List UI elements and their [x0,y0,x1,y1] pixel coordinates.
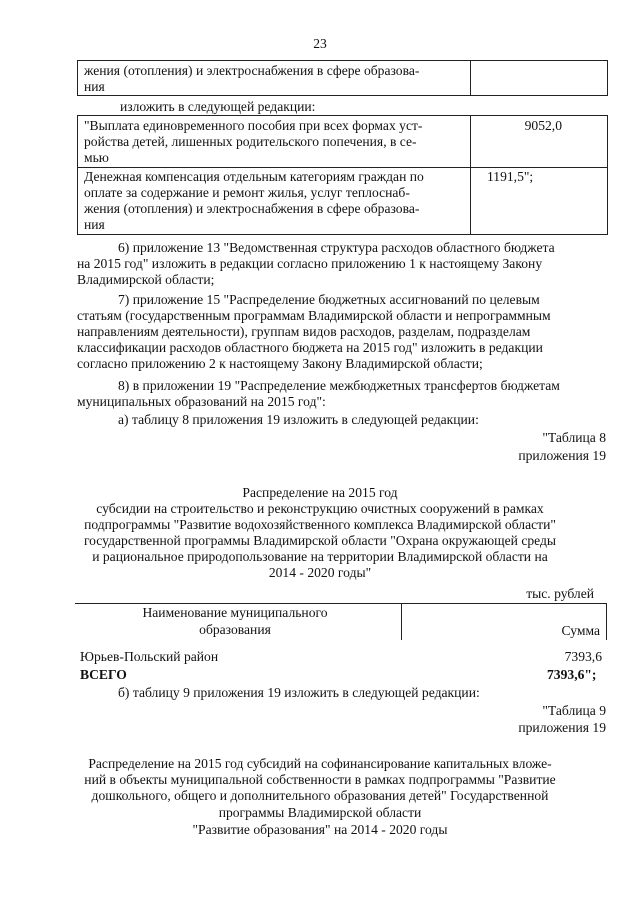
table-title: "Развитие образования" на 2014 - 2020 годы [192,822,448,837]
row-text-line: ройства детей, лишенных родительского попечения, в се- [84,134,417,149]
table-title: 2014 - 2020 годы" [268,565,372,580]
paragraph-line: Владимирской области; [77,272,215,287]
paragraph-line: классификации расходов областного бюджета на 2015 год" изложить в редакции [77,340,543,355]
row-name-total: ВСЕГО [80,667,127,682]
edit-phrase: изложить в следующей редакции: [120,99,316,114]
table-divider [470,61,471,95]
table-reference: приложения 19 [518,720,606,735]
paragraph-line: б) таблицу 9 приложения 19 изложить в следующей редакции: [118,685,480,700]
row-value: 9052,0 [524,118,562,133]
table-divider [470,116,471,234]
row-text-line: "Выплата единовременного пособия при всех формах уст- [84,118,423,133]
header-name: образования [199,622,271,637]
paragraph-line: 6) приложение 13 "Ведомственная структура расходов областного бюджета [118,240,555,255]
row-name: Юрьев-Польский район [80,649,219,664]
table-reference: "Таблица 9 [542,703,606,718]
table-divider [401,604,402,640]
table-reference: приложения 19 [518,448,606,463]
top-table-cell-line: жения (отопления) и электроснабжения в сфере образова- [84,63,420,78]
table-title: программы Владимирской области [218,805,422,820]
top-table-cell-line: ния [84,79,105,94]
paragraph-line: направлениям деятельности), группам видов расходов, разделам, подразделам [77,324,531,339]
row-text-line: мью [84,150,109,165]
paragraph-line: 8) в приложении 19 "Распределение межбюджетных трансфертов бюджетам [118,378,560,393]
header-name: Наименование муниципального [142,605,328,620]
table-title: подпрограммы "Развитие водохозяйственного комплекса Владимирской области" [84,517,556,532]
row-value: 7393,6 [564,649,602,664]
paragraph-line: статьям (государственным программам Владимирской области и непрограммным [77,308,551,323]
row-text-line: Денежная компенсация отдельным категориям граждан по [84,169,424,184]
header-sum: Сумма [561,623,600,638]
table-row-divider [78,167,607,168]
table-title: Распределение на 2015 год субсидий на софинансирование капитальных вложе- [88,756,552,771]
table-title: дошкольного, общего и дополнительного образования детей" Государственной [91,788,549,803]
paragraph-line: а) таблицу 8 приложения 19 изложить в следующей редакции: [118,412,479,427]
table-title: и рациональное природопользование на территории Владимирской области на [92,549,548,564]
page-number: 23 [313,36,327,51]
table-title: субсидии на строительство и реконструкцию очистных сооружений в рамках [96,501,544,516]
row-text-line: жения (отопления) и электроснабжения в сфере образова- [84,201,420,216]
row-text-line: ния [84,217,105,232]
row-value-total: 7393,6"; [547,667,597,682]
paragraph-line: согласно приложению 2 к настоящему Закону Владимирской области; [77,356,483,371]
table-reference: "Таблица 8 [542,430,606,445]
paragraph-line: на 2015 год" изложить в редакции согласно приложению 1 к настоящему Закону [77,256,543,271]
table-title: государственной программы Владимирской области "Охрана окружающей среды [83,533,557,548]
table-title: Распределение на 2015 год [242,485,398,500]
table-title: ний в объекты муниципальной собственности в рамках подпрограммы "Развитие [84,772,556,787]
row-value: 1191,5"; [487,169,534,184]
paragraph-line: муниципальных образований на 2015 год": [77,394,326,409]
paragraph-line: 7) приложение 15 "Распределение бюджетных ассигнований по целевым [118,292,540,307]
row-text-line: оплате за содержание и ремонт жилья, услуг теплоснаб- [84,185,410,200]
units-label: тыс. рублей [526,586,594,601]
